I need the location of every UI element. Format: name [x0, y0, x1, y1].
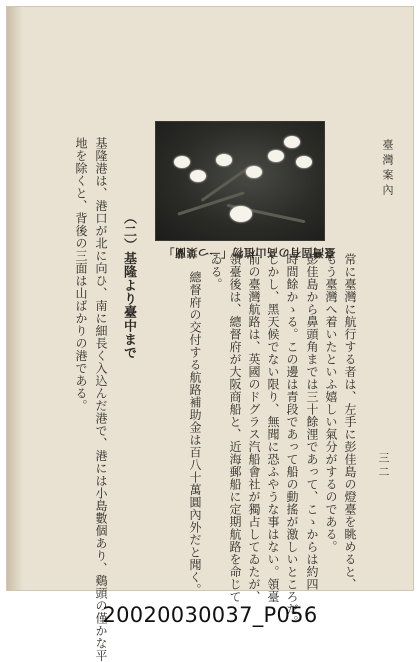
body-column-2: もう臺灣へ着いたといふ嬉しい氣分がするのである。 — [324, 253, 338, 553]
body-column-3: 彭佳島から鼻頭角までは三十餘浬であって、こゝからは約四 — [305, 253, 319, 591]
left-column-1: 基隆港は、港口が北に向ひ、南に細長く入込んだ港で、港には小島數個あり、鷄頭の僅かな平 — [94, 137, 108, 662]
archive-id-label: 20020030037_P056 — [102, 603, 318, 627]
page-gutter — [7, 7, 23, 590]
running-header: 臺灣案內 — [381, 139, 394, 199]
orchid-photograph — [155, 121, 325, 241]
body-column-7: 領臺後は、總督府が大阪商船と、近海郵船に定期航路を命じて — [228, 253, 242, 603]
body-column-9: 總督府の交付する航路補助金は百八十萬圓內外だと聞く。 — [188, 271, 202, 596]
page-number: 三二 — [377, 452, 390, 480]
body-column-4: 時間餘かゝる。この邊は青段であって船の動搖が激しいところだ。 — [285, 253, 299, 628]
body-column-8: ゐる。 — [209, 253, 223, 291]
photo-caption: 臺灣固有の高山植物「一つ葉蘭」 — [163, 246, 336, 259]
left-column-2: 地を除くと、背後の三面は山ばかりの港である。 — [74, 137, 88, 412]
body-column-6: 前の臺灣航路は、英國のドグラス汽船會社が獨占してゐたが、 — [247, 253, 261, 603]
section-heading: （二）基隆より臺中まで — [121, 211, 136, 360]
body-column-5: しかし、黑天候でない限り、無聞に恐ふやうな事はない。領臺 — [266, 253, 280, 603]
body-column-1: 常に臺灣に航行する者は、左手に彭佳島の燈臺を眺めると、 — [343, 253, 357, 591]
